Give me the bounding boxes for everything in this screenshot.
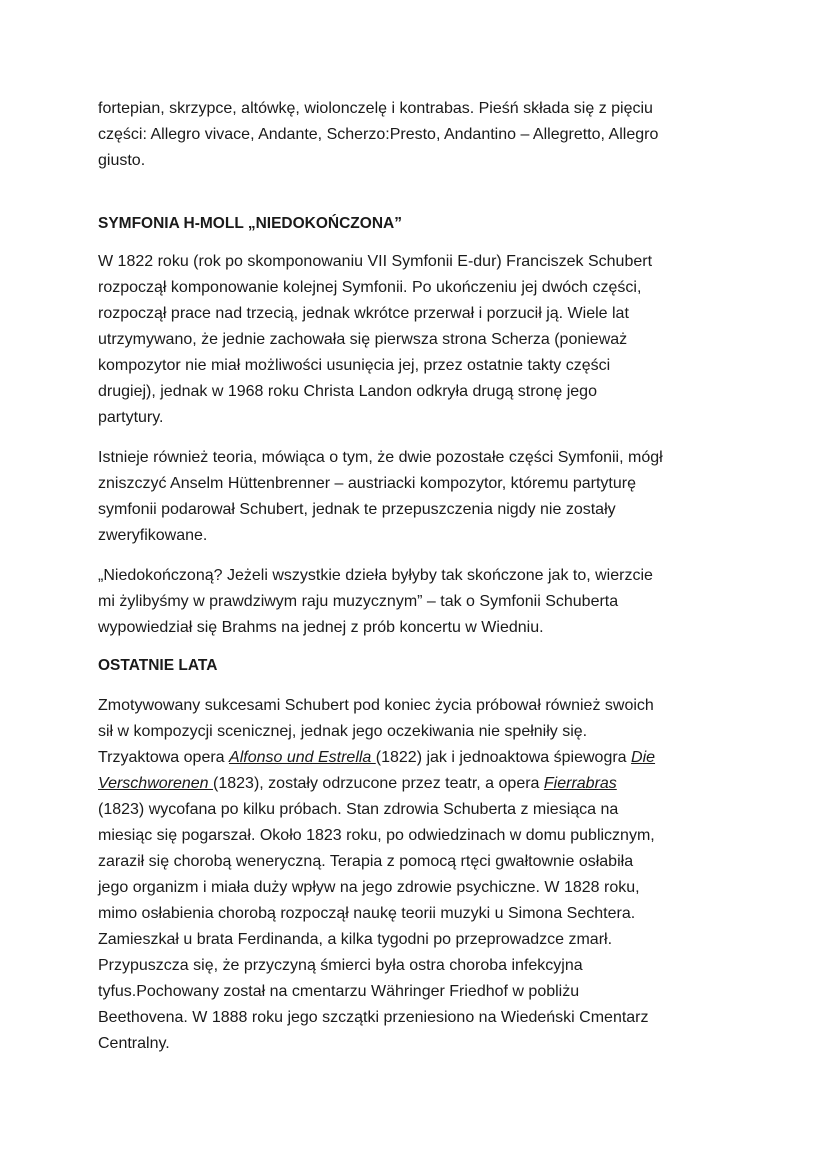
- text-segment: (1822) jak i jednoaktowa śpiewogra: [375, 749, 632, 766]
- intro-paragraph: [98, 96, 778, 174]
- text-line: fortepian, skrzypce, altówkę, wiolonczelę i kontrabas. Pieśń składa się z pięciu: [98, 100, 653, 117]
- text-line: partytury.: [98, 409, 164, 426]
- text-line: W 1822 roku (rok po skomponowaniu VII Symfonii E-dur) Franciszek Schubert: [98, 253, 653, 270]
- document-page: [98, 96, 778, 1057]
- text-line: utrzymywano, że jednie zachowała się pierwsza strona Scherza (ponieważ: [98, 331, 628, 348]
- link-die-verschworenen[interactable]: Die: [631, 749, 656, 766]
- text-segment: Trzyaktowa opera: [98, 749, 230, 766]
- text-line: sił w kompozycji scenicznej, jednak jego oczekiwania nie spełniły się.: [98, 723, 588, 740]
- paragraph-symfonia-1: [98, 249, 778, 431]
- text-line: kompozytor nie miał możliwości usunięcia jej, przez ostatnie takty części: [98, 357, 611, 374]
- text-segment: (1823), zostały odrzucone przez teatr, a opera: [213, 775, 544, 792]
- paragraph-symfonia-quote: [98, 563, 778, 641]
- text-line: tyfus.Pochowany został na cmentarzu Währinger Friedhof w pobliżu: [98, 983, 580, 1000]
- text-line: wypowiedział się Brahms na jednej z prób koncertu w Wiedniu.: [98, 619, 544, 636]
- text-line: Istnieje również teoria, mówiąca o tym, że dwie pozostałe części Symfonii, mógł: [98, 449, 663, 466]
- text-line: symfonii podarował Schubert, jednak te przepuszczenia nigdy nie zostały: [98, 501, 616, 518]
- text-line: drugiej), jednak w 1968 roku Christa Landon odkryła drugą stronę jego: [98, 383, 597, 400]
- link-alfonso-und-estrella[interactable]: Alfonso und Estrella: [229, 749, 376, 766]
- link-fierrabras[interactable]: Fierrabras: [543, 775, 617, 792]
- paragraph-ostatnie-lata: [98, 693, 778, 1057]
- text-line: rozpoczął prace nad trzecią, jednak wkrótce przerwał i porzucił ją. Wiele lat: [98, 305, 629, 322]
- text-line: „Niedokończoną? Jeżeli wszystkie dzieła byłyby tak skończone jak to, wierzcie: [98, 567, 653, 584]
- text-line: [98, 745, 778, 771]
- text-line: (1823) wycofana po kilku próbach. Stan zdrowia Schuberta z miesiąca na: [98, 801, 619, 818]
- text-line: miesiąc się pogarszał. Około 1823 roku, po odwiedzinach w domu publicznym,: [98, 827, 655, 844]
- paragraph-symfonia-2: [98, 445, 778, 549]
- text-line: Zamieszkał u brata Ferdinanda, a kilka tygodni po przeprowadzce zmarł.: [98, 931, 613, 948]
- text-line: mimo osłabienia chorobą rozpoczął naukę teorii muzyki u Simona Sechtera.: [98, 905, 636, 922]
- text-line: rozpoczął komponowanie kolejnej Symfonii. Po ukończeniu jej dwóch części,: [98, 279, 642, 296]
- text-line: mi żylibyśmy w prawdziwym raju muzycznym” – tak o Symfonii Schuberta: [98, 593, 619, 610]
- text-line: Centralny.: [98, 1035, 170, 1052]
- text-line: [98, 771, 778, 797]
- text-line: Beethovena. W 1888 roku jego szczątki przeniesiono na Wiedeński Cmentarz: [98, 1009, 649, 1026]
- text-line: jego organizm i miała duży wpływ na jego zdrowie psychiczne. W 1828 roku,: [98, 879, 640, 896]
- text-line: Zmotywowany sukcesami Schubert pod koniec życia próbował również swoich: [98, 697, 654, 714]
- link-die-verschworenen-cont[interactable]: Verschworenen: [98, 775, 214, 792]
- text-line: części: Allegro vivace, Andante, Scherzo:Presto, Andantino – Allegretto, Allegro: [98, 126, 659, 143]
- text-line: Przypuszcza się, że przyczyną śmierci była ostra choroba infekcyjna: [98, 957, 583, 974]
- text-line: zweryfikowane.: [98, 527, 208, 544]
- text-line: zaraził się chorobą weneryczną. Terapia z pomocą rtęci gwałtownie osłabiła: [98, 853, 634, 870]
- text-line: giusto.: [98, 152, 146, 169]
- section-heading-symfonia: SYMFONIA H-MOLL „NIEDOKOŃCZONA”: [98, 215, 402, 232]
- text-line: zniszczyć Anselm Hüttenbrenner – austriacki kompozytor, któremu partyturę: [98, 475, 636, 492]
- section-heading-ostatnie-lata: OSTATNIE LATA: [98, 657, 218, 674]
